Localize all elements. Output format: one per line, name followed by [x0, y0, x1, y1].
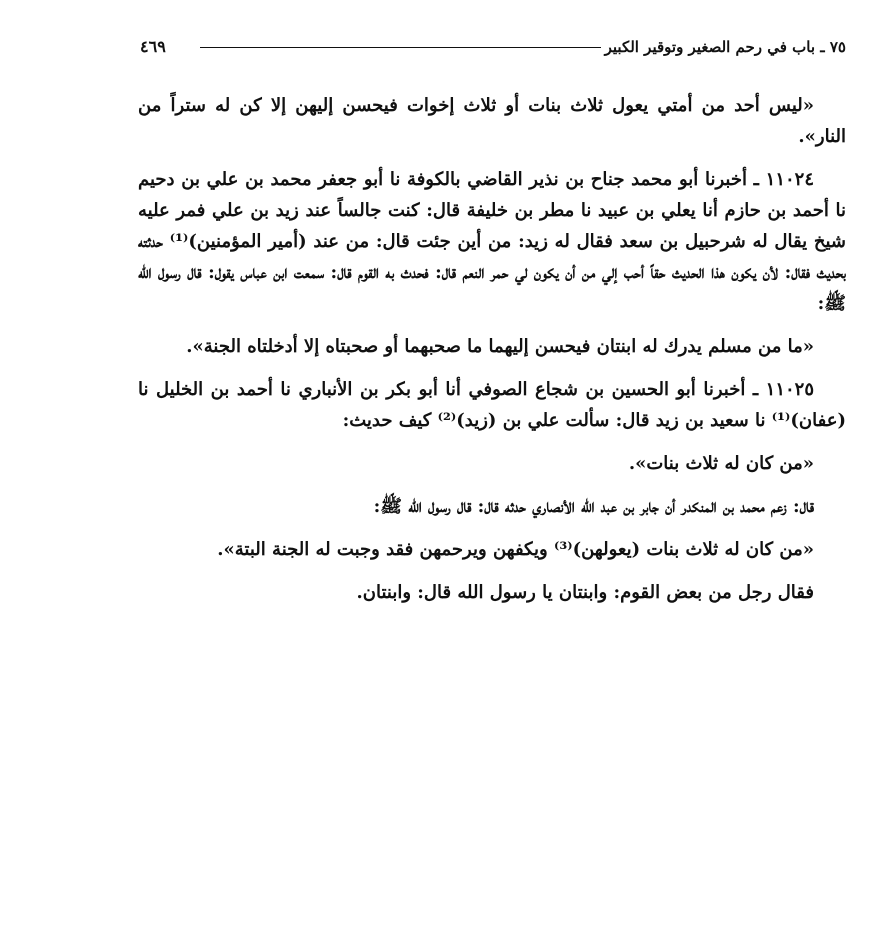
- hadith-quote-2: «ما من مسلم يدرك له ابنتان فيحسن إليهما ما صحبهما أو صحبتاه إلا أدخلتاه الجنة».: [186, 336, 814, 357]
- narration-11024: ١١٠٢٤ ـ أخبرنا أبو محمد جناح بن نذير القاضي بالكوفة نا أبو جعفر محمد بن علي بن دحيم نا أحمد بن حازم أنا يعلي بن عبيد نا مطر بن خليفة قال: كنت جالساً عند زيد بن علي فمر عليه شيخ يقال له شرحبيل بن سعد فقال له زيد: من أين جئت قال: من عند (أمير المؤمنين)⁽¹⁾ حدثته بحديث فقال: لأن يكون هذا الحديث حقاً أحب إلي من أن يكون لي حمر النعم قال: فحدث به القوم قال: سمعت ابن عباس يقول: قال رسول الله ﷺ:: [138, 169, 846, 314]
- narration-statement: قال: زعم محمد بن المنكدر أن جابر بن عبد الله الأنصاري حدثه قال: قال رسول الله ﷺ:: [373, 496, 814, 517]
- body-text: [138, 90, 846, 620]
- hadith-quote-3: «من كان له ثلاث بنات».: [628, 453, 814, 474]
- running-header: [140, 34, 846, 60]
- narration-11025: ١١٠٢٥ ـ أخبرنا أبو الحسين بن شجاع الصوفي أنا أبو بكر بن الأنباري نا أحمد بن الخليل نا (عفان)⁽¹⁾ نا سعيد بن زيد قال: سألت علي بن (زيد)⁽²⁾ كيف حديث:: [138, 379, 846, 431]
- chapter-title: ٧٥ ـ باب في رحم الصغير وتوقير الكبير: [601, 34, 846, 60]
- closing-line: فقال رجل من بعض القوم: وابنتان يا رسول الله قال: وابنتان.: [356, 582, 814, 603]
- hadith-quote-4: «من كان له ثلاث بنات (يعولهن)⁽³⁾ ويكفهن ويرحمهن فقد وجبت له الجنة البتة».: [217, 539, 814, 560]
- page-number: ٤٦٩: [140, 34, 172, 60]
- hadith-quote-1: «ليس أحد من أمتي يعول ثلاث بنات أو ثلاث إخوات فيحسن إليهن إلا كن له ستراً من النار».: [138, 95, 846, 147]
